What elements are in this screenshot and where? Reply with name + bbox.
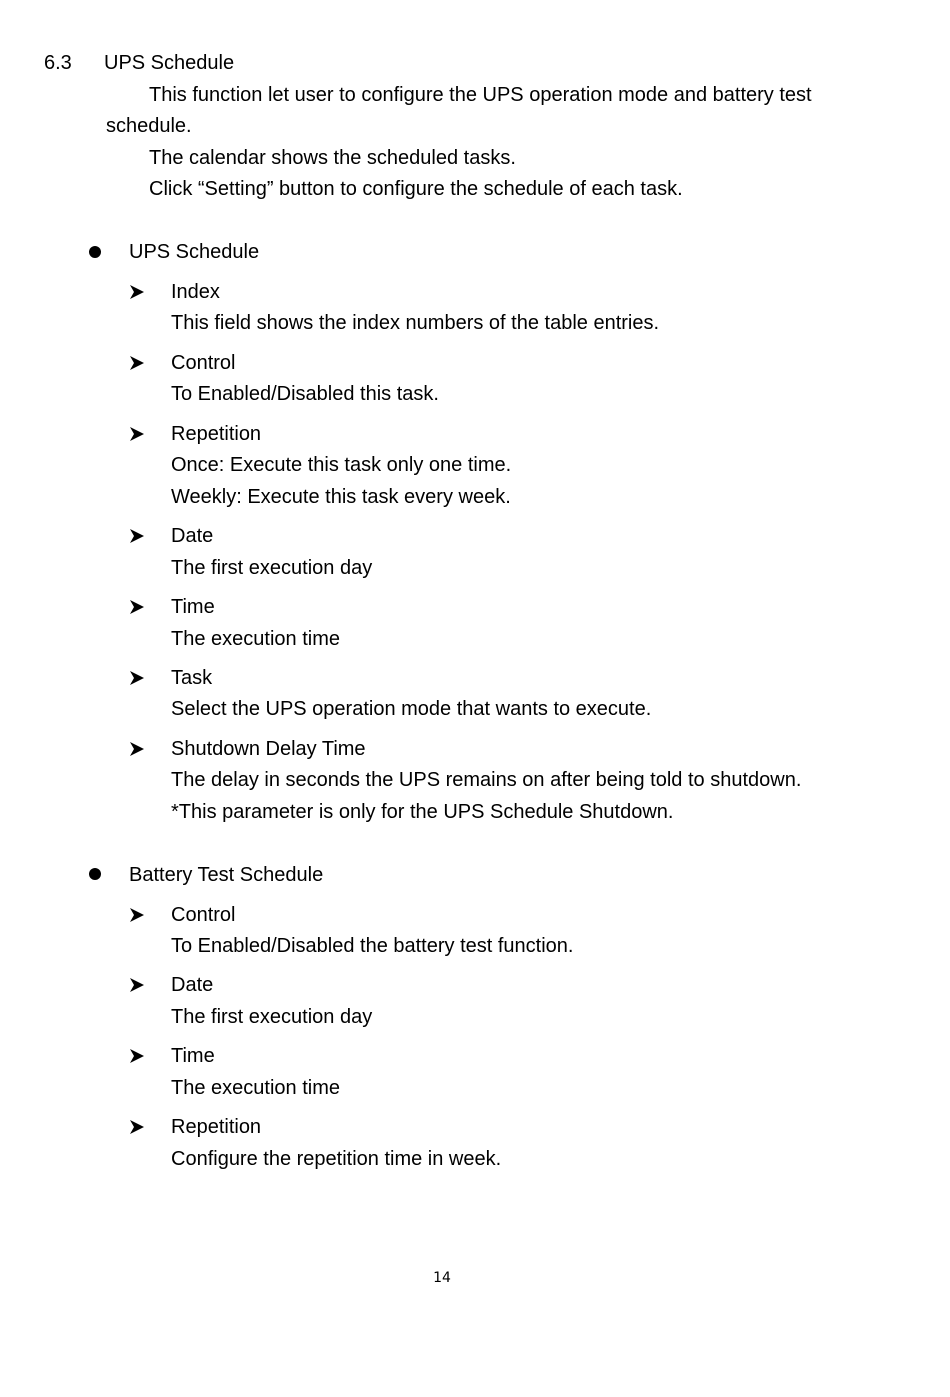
- arrowhead-bullet-icon: [129, 741, 145, 757]
- item-description: The first execution day: [171, 1006, 373, 1028]
- section-number: 6.3: [44, 52, 72, 74]
- page-number: 14: [433, 1270, 451, 1286]
- arrowhead-bullet-icon: [129, 907, 145, 923]
- item-description: The execution time: [171, 1077, 340, 1099]
- arrowhead-bullet-icon: [129, 1048, 145, 1064]
- arrowhead-bullet-icon: [129, 355, 145, 371]
- item-label: Date: [171, 974, 214, 996]
- bullet-dot-icon: [89, 868, 101, 880]
- section-title: UPS Schedule: [104, 52, 235, 74]
- bullet-dot-icon: [89, 246, 101, 258]
- item-description: Once: Execute this task only one time.: [171, 454, 512, 476]
- item-label: Time: [171, 596, 215, 618]
- arrowhead-bullet-icon: [129, 528, 145, 544]
- arrowhead-bullet-icon: [129, 599, 145, 615]
- item-label: Shutdown Delay Time: [171, 738, 366, 760]
- item-label: Date: [171, 525, 214, 547]
- item-label: Task: [171, 667, 213, 689]
- item-description: This field shows the index numbers of the table entries.: [171, 312, 660, 334]
- intro-line: The calendar shows the scheduled tasks.: [149, 147, 516, 169]
- item-label: Index: [171, 281, 220, 303]
- item-description: Weekly: Execute this task every week.: [171, 486, 511, 508]
- arrowhead-bullet-icon: [129, 670, 145, 686]
- item-label: Control: [171, 904, 236, 926]
- item-description: The delay in seconds the UPS remains on after being told to shutdown.: [171, 769, 802, 791]
- battery-test-schedule-heading: Battery Test Schedule: [129, 864, 324, 886]
- item-description: Configure the repetition time in week.: [171, 1148, 502, 1170]
- item-label: Repetition: [171, 1116, 262, 1138]
- item-label: Repetition: [171, 423, 262, 445]
- ups-schedule-heading: UPS Schedule: [129, 241, 260, 263]
- intro-line: schedule.: [106, 115, 192, 137]
- item-description: The first execution day: [171, 557, 373, 579]
- item-label: Control: [171, 352, 236, 374]
- intro-line: This function let user to configure the UPS operation mode and battery test: [149, 84, 812, 106]
- item-description: To Enabled/Disabled the battery test function.: [171, 935, 574, 957]
- arrowhead-bullet-icon: [129, 977, 145, 993]
- intro-line: Click “Setting” button to configure the schedule of each task.: [149, 178, 683, 200]
- item-description: Select the UPS operation mode that wants to execute.: [171, 698, 652, 720]
- item-description: To Enabled/Disabled this task.: [171, 383, 439, 405]
- arrowhead-bullet-icon: [129, 426, 145, 442]
- arrowhead-bullet-icon: [129, 284, 145, 300]
- item-description: The execution time: [171, 628, 340, 650]
- arrowhead-bullet-icon: [129, 1119, 145, 1135]
- item-label: Time: [171, 1045, 215, 1067]
- item-note: *This parameter is only for the UPS Schedule Shutdown.: [171, 801, 674, 823]
